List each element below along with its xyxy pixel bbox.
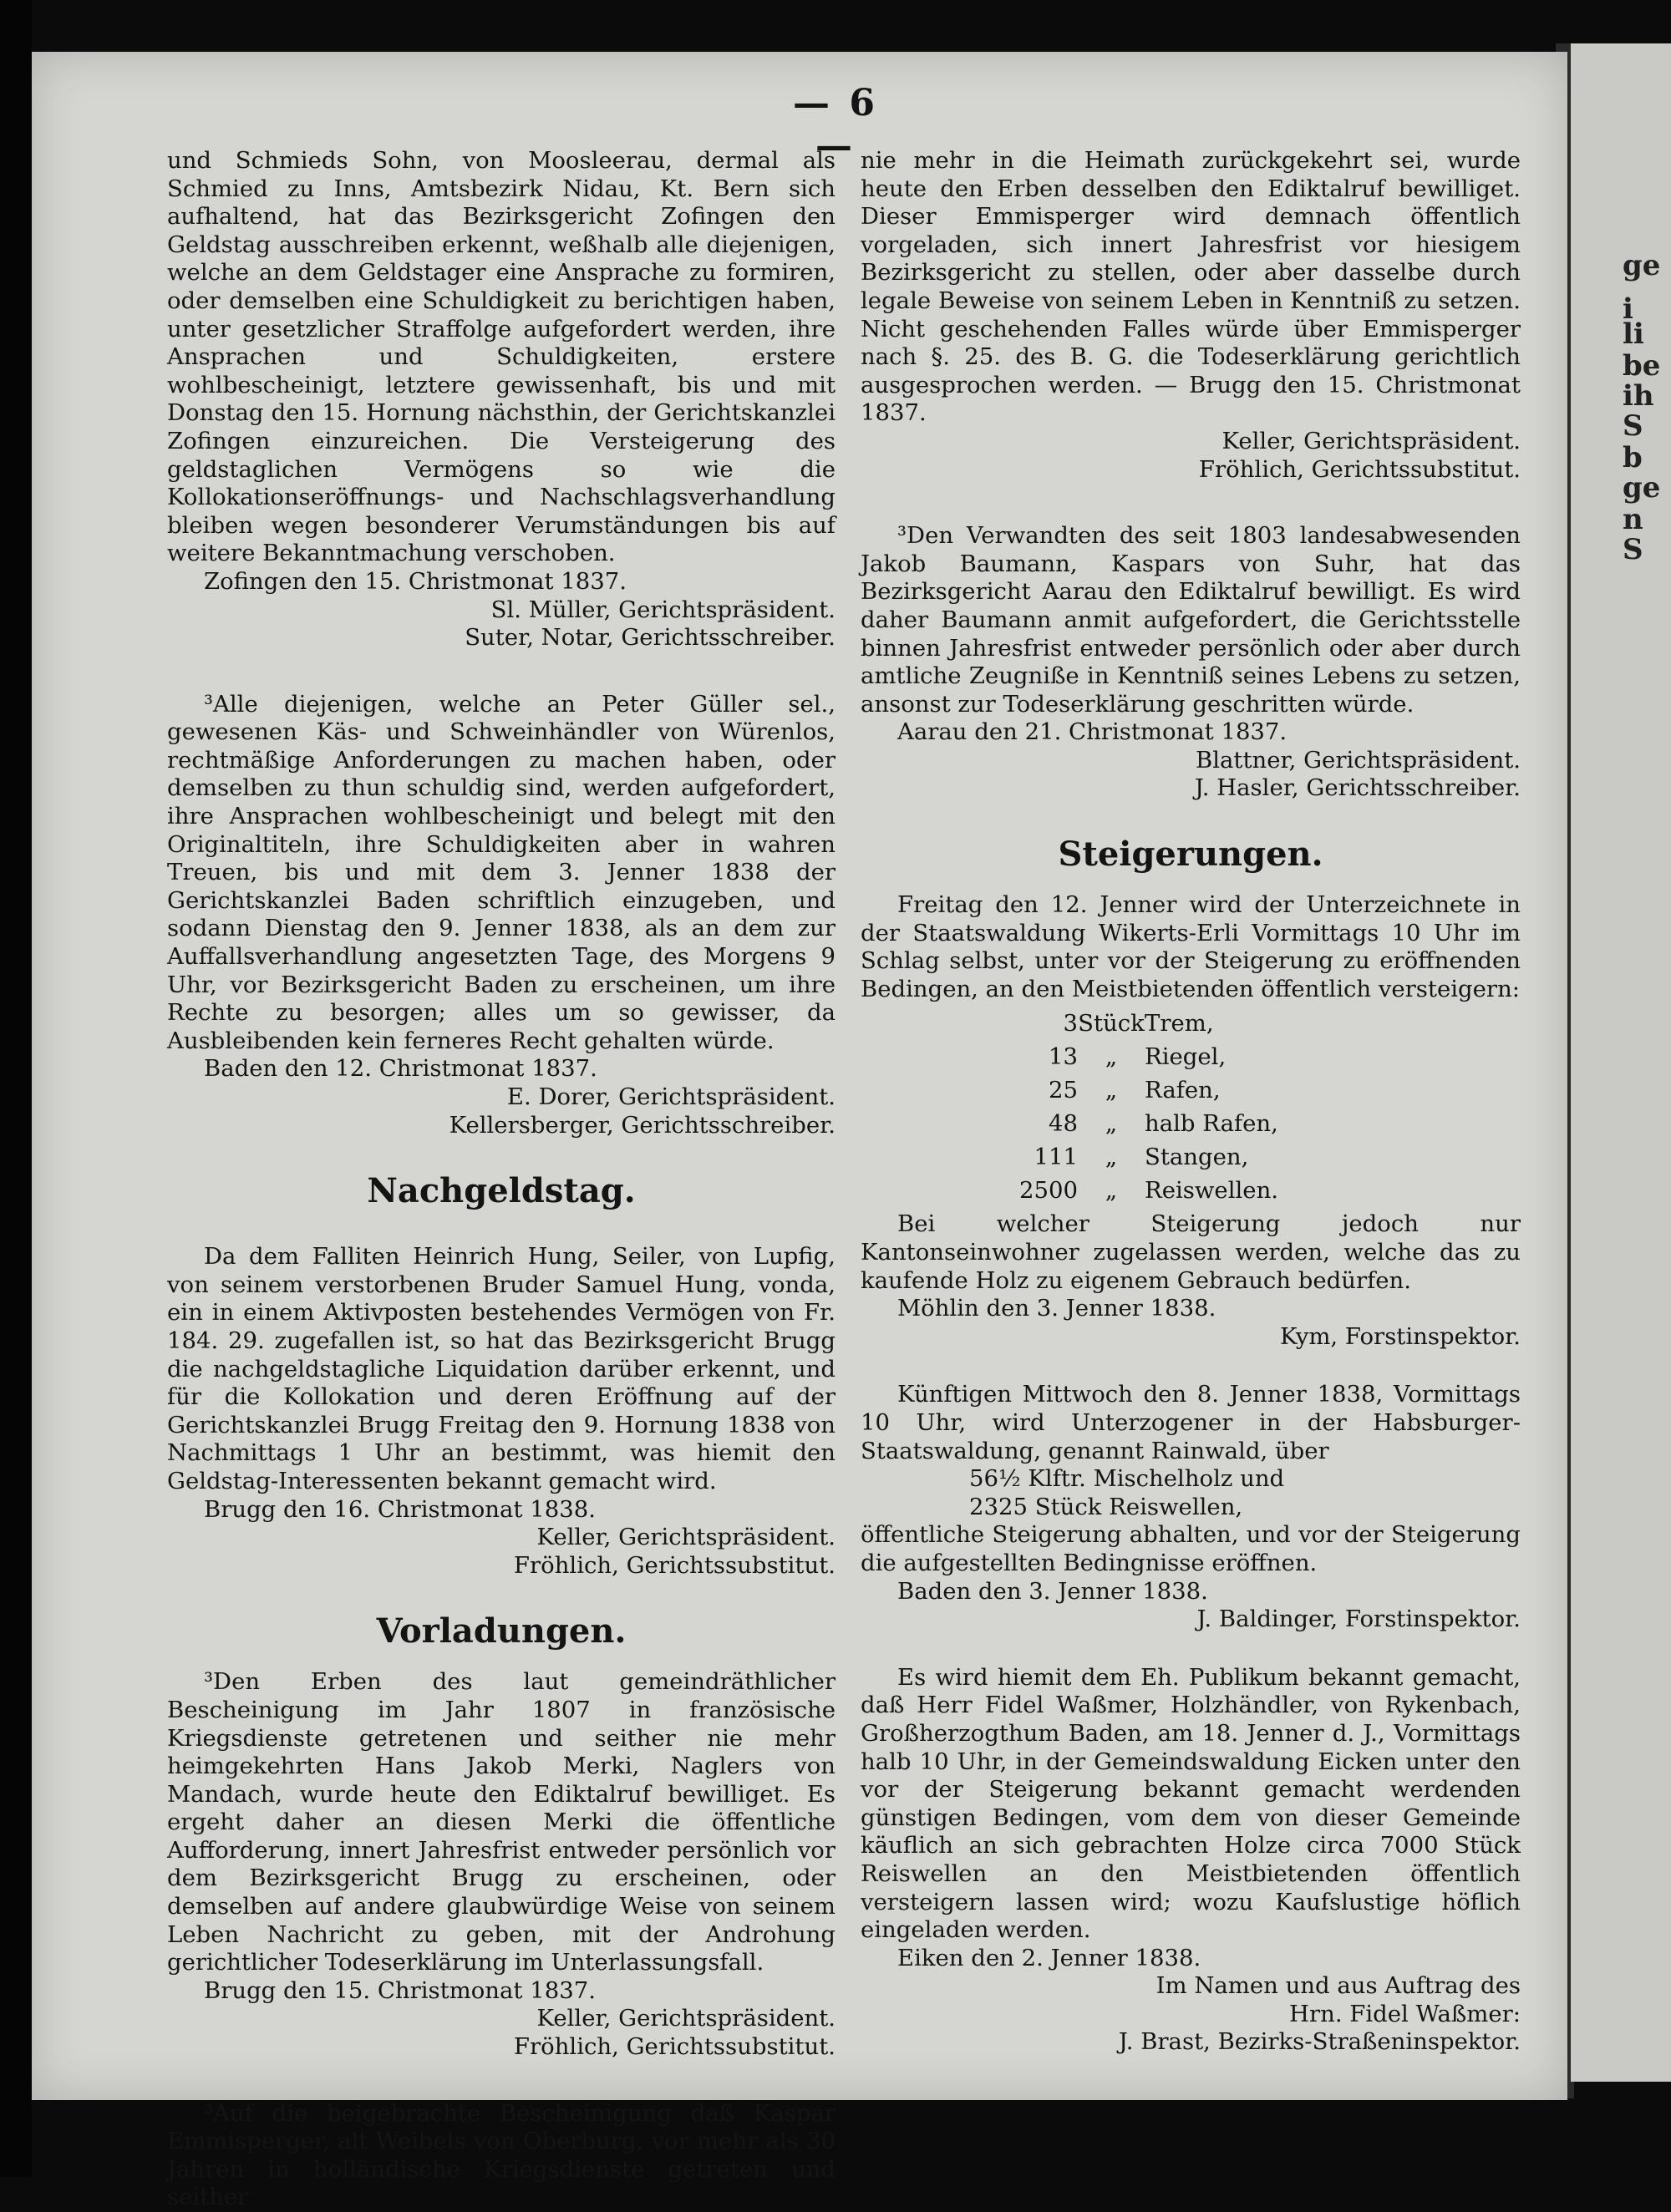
adjacent-page-edge <box>1571 43 1671 2082</box>
dateline: Baden den 12. Christmonat 1837. <box>204 1055 597 1083</box>
left-column <box>167 147 836 2212</box>
signature: Im Namen und aus Auftrag des <box>1155 1972 1521 2000</box>
signature: J. Brast, Bezirks-Straßeninspektor. <box>1118 2028 1521 2056</box>
dateline: Zofingen den 15. Christmonat 1837. <box>204 567 627 595</box>
adjacent-fragment: b <box>1623 441 1643 474</box>
adjacent-fragment: i <box>1623 292 1633 326</box>
adjacent-fragment: li <box>1623 317 1644 351</box>
adjacent-fragment: ge <box>1623 471 1661 505</box>
goods-item: Riegel, <box>1145 1043 1227 1070</box>
signature: Keller, Gerichtspräsident. <box>1222 427 1521 454</box>
dateline: Brugg den 15. Christmonat 1837. <box>204 1976 596 2004</box>
goods-list <box>994 1007 1521 1207</box>
goods-unit: „ <box>1105 1043 1118 1070</box>
goods-qty: 111 <box>1034 1143 1078 1170</box>
signature: Fröhlich, Gerichtssubstitut. <box>513 2033 836 2061</box>
goods-item: Trem, <box>1145 1009 1214 1037</box>
goods-row <box>994 1073 1521 1107</box>
goods-unit: „ <box>1105 1176 1118 1204</box>
goods-row <box>994 1007 1521 1040</box>
goods-row <box>994 1040 1521 1073</box>
section-heading-steigerungen: Steigerungen. <box>1058 835 1323 875</box>
signature: Hrn. Fidel Waßmer: <box>1288 2000 1521 2027</box>
signature: Keller, Gerichtspräsident. <box>536 1524 836 1551</box>
adjacent-fragment: ih <box>1623 379 1654 413</box>
goods-qty: 25 <box>1049 1076 1078 1103</box>
notice-merki: ³Den Erben des laut gemeindräthlicher Bescheinigung im Jahr 1807 in französische Kriegsdienste getretenen und seither nie mehr heimgekehrten Hans Jakob Merki, Naglers von Mandach, wurde heute den Ediktalruf bewilliget. Es ergeht daher an diesen Merki die öffentliche Aufforderung, innert Jahresfrist entweder persönlich vor dem Bezirksgericht Brugg zu erscheinen, oder demselben auf andere glaubwürdige Weise von seinem Leben Nachricht zu geben, mit der Androhung gerichtlicher Todeserklärung im Unterlassungsfall. <box>167 1668 836 1976</box>
notice-rainwald: Künftigen Mittwoch den 8. Jenner 1838, Vormittags 10 Uhr, wird Unterzogener in der Habsburger-Staatswaldung, genannt Rainwald, über <box>861 1381 1521 1464</box>
goods-qty: 13 <box>1049 1043 1078 1070</box>
dateline: Baden den 3. Jenner 1838. <box>897 1577 1208 1605</box>
notice-baumann: ³Den Verwandten des seit 1803 landesabwesenden Jakob Baumann, Kaspars von Suhr, hat das Bezirksgericht Aarau den Ediktalruf bewilligt. Es wird daher Baumann anmit aufgefordert, die Gerichtsstelle binnen Jahresfrist entweder persönlich oder aber durch amtliche Zeugniße in Kenntniß seines Lebens zu setzen, ansonst zur Todeserklärung geschritten würde. <box>861 522 1521 718</box>
signature: Fröhlich, Gerichtssubstitut. <box>1198 455 1521 483</box>
lot-line: 56½ Klftr. Mischelholz und <box>969 1465 1285 1493</box>
notice-emmisperger-continued: nie mehr in die Heimath zurückgekehrt sei, wurde heute den Erben desselben den Ediktalruf bewilliget. Dieser Emmisperger wird demnach öffentlich vorgeladen, sich innert Jahresfrist vor hiesigem Bezirksgericht zu stellen, oder aber dasselbe durch legale Beweise von seinem Leben in Kenntniß zu setzen. Nicht geschehenden Falles würde über Emmisperger nach §. 25. des B. G. die Todeserklärung gerichtlich ausgesprochen werden. — Brugg den 15. Christmonat 1837. <box>861 147 1521 427</box>
dateline: Brugg den 16. Christmonat 1838. <box>204 1495 596 1523</box>
notice-emmisperger-start: ³Auf die beigebrachte Bescheinigung daß Kaspar Emmisperger, alt Weibels von Oberburg, vor mehr als 30 Jahren in holländische Kriegsdienste getreten und seither <box>167 2099 836 2211</box>
notice-wassmer: Es wird hiemit dem Eh. Publikum bekannt gemacht, daß Herr Fidel Waßmer, Holzhändler, von Rykenbach, Großherzogthum Baden, am 18. Jenner d. J., Vormittags halb 10 Uhr, in der Gemeindswaldung Eicken unter den vor der Steigerung bekannt gemacht werdenden günstigen Bedingen, vom dem von dieser Gemeinde käuflich an sich gebrachten Holze circa 7000 Stück Reiswellen an den Meistbietenden öffentlich versteigern lassen wird; wozu Kaufslustige höflich eingeladen werden. <box>861 1663 1521 1944</box>
section-heading-vorladungen: Vorladungen. <box>376 1611 627 1651</box>
notice-hung: Da dem Falliten Heinrich Hung, Seiler, von Lupfig, von seinem verstorbenen Bruder Samuel Hung, vonda, ein in einem Aktivposten bestehendes Vermögen von Fr. 184. 29. zugefallen ist, so hat das Bezirksgericht Brugg die nachgeldstagliche Liquidation darüber erkennt, und für die Kollokation und deren Eröffnung auf der Gerichtskanzlei Brugg Freitag den 9. Hornung 1838 von Nachmittags 1 Uhr an bestimmt, was hiemit den Geldstag-Interessenten bekannt gemacht wird. <box>167 1243 836 1494</box>
goods-unit: „ <box>1105 1143 1118 1170</box>
adjacent-fragment: S <box>1623 533 1643 566</box>
signature: Blattner, Gerichtspräsident. <box>1196 746 1521 774</box>
signature: Sl. Müller, Gerichtspräsident. <box>490 596 836 623</box>
goods-item: Rafen, <box>1145 1076 1221 1103</box>
goods-item: Stangen, <box>1145 1143 1249 1170</box>
section-heading-nachgeldstag: Nachgeldstag. <box>367 1171 636 1211</box>
goods-row <box>994 1107 1521 1140</box>
dateline: Möhlin den 3. Jenner 1838. <box>897 1295 1216 1322</box>
goods-qty: 2500 <box>1019 1176 1078 1204</box>
adjacent-fragment: be <box>1623 349 1661 383</box>
goods-unit: Stück <box>1078 1009 1145 1037</box>
notice-gueller: ³Alle diejenigen, welche an Peter Güller sel., gewesenen Käs- und Schweinhändler von Würenlos, rechtmäßige Anforderungen zu machen haben, oder demselben zu thun schuldig sind, werden aufgefordert, ihre Ansprachen wohlbescheinigt und belegt mit den Originaltiteln, ihre Schuldigkeiten aber in wahren Treuen, bis und mit dem 3. Jenner 1838 der Gerichtskanzlei Baden schriftlich einzugeben, und sodann Dienstag den 9. Jenner 1838, als an dem zur Auffallsverhandlung angesetzten Tage, des Morgens 9 Uhr, vor Bezirksgericht Baden zu erscheinen, um ihre Rechte zu besorgen; alles um so gewisser, da Ausbleibenden kein ferneres Recht gehalten würde. <box>167 690 836 1054</box>
goods-item: halb Rafen, <box>1145 1109 1278 1137</box>
signature: Keller, Gerichtspräsident. <box>536 2005 836 2032</box>
signature: Kellersberger, Gerichtsschreiber. <box>449 1111 836 1139</box>
notice-rainwald-condition: öffentliche Steigerung abhalten, und vor der Steigerung die aufgestellten Bedingnisse eröffnen. <box>861 1521 1521 1576</box>
notice-geldstag-zofingen: und Schmieds Sohn, von Moosleerau, dermal als Schmied zu Inns, Amtsbezirk Nidau, Kt. Bern sich aufhaltend, hat das Bezirksgericht Zofingen den Geldstag ausschreiben erkennt, weßhalb alle diejenigen, welche an dem Geldstager eine Ansprache zu formiren, oder demselben eine Schuldigkeit zu berichtigen haben, unter gesetzlicher Straffolge aufgefordert werden, ihre Ansprachen und Schuldigkeiten, erstere wohlbescheinigt, letztere gewissenhaft, bis und mit Donstag den 15. Hornung nächsthin, der Gerichtskanzlei Zofingen einzureichen. Die Versteigerung des geldstaglichen Vermögens so wie die Kollokationseröffnungs- und Nachschlagsverhandlung bleiben wegen besonderer Verumständungen bis auf weitere Bekanntmachung verschoben. <box>167 147 836 567</box>
signature: J. Baldinger, Forstinspektor. <box>1196 1606 1521 1633</box>
scan-border <box>0 0 32 2177</box>
signature: Suter, Notar, Gerichtsschreiber. <box>465 624 836 652</box>
goods-unit: „ <box>1105 1109 1118 1137</box>
notice-wikerts-erli-condition: Bei welcher Steigerung jedoch nur Kantonseinwohner zugelassen werden, welche das zu kaufende Holz zu eigenem Gebrauch bedürfen. <box>861 1210 1521 1294</box>
goods-qty: 48 <box>1049 1109 1078 1137</box>
goods-qty: 3 <box>1063 1009 1078 1037</box>
dateline: Eiken den 2. Jenner 1838. <box>897 1944 1201 1971</box>
goods-row <box>994 1174 1521 1207</box>
signature: Fröhlich, Gerichtssubstitut. <box>513 1551 836 1579</box>
goods-item: Reiswellen. <box>1145 1176 1279 1204</box>
adjacent-fragment: n <box>1623 503 1643 536</box>
goods-row <box>994 1140 1521 1174</box>
signature: Kym, Forstinspektor. <box>1280 1322 1521 1350</box>
goods-unit: „ <box>1105 1076 1118 1103</box>
notice-wikerts-erli: Freitag den 12. Jenner wird der Unterzeichnete in der Staatswaldung Wikerts-Erli Vormittags 10 Uhr im Schlag selbst, unter vor der Steigerung zu eröffnenden Bedingen, an den Meistbietenden öffentlich versteigern: <box>861 891 1521 1002</box>
adjacent-fragment: ge <box>1623 249 1661 282</box>
signature: E. Dorer, Gerichtspräsident. <box>506 1083 836 1110</box>
page-number: — 6 — <box>793 82 878 167</box>
right-column <box>861 147 1521 2057</box>
dateline: Aarau den 21. Christmonat 1837. <box>897 718 1288 746</box>
adjacent-fragment: S <box>1623 409 1643 443</box>
signature: J. Hasler, Gerichtsschreiber. <box>1194 774 1521 802</box>
lot-line: 2325 Stück Reiswellen, <box>969 1493 1243 1520</box>
